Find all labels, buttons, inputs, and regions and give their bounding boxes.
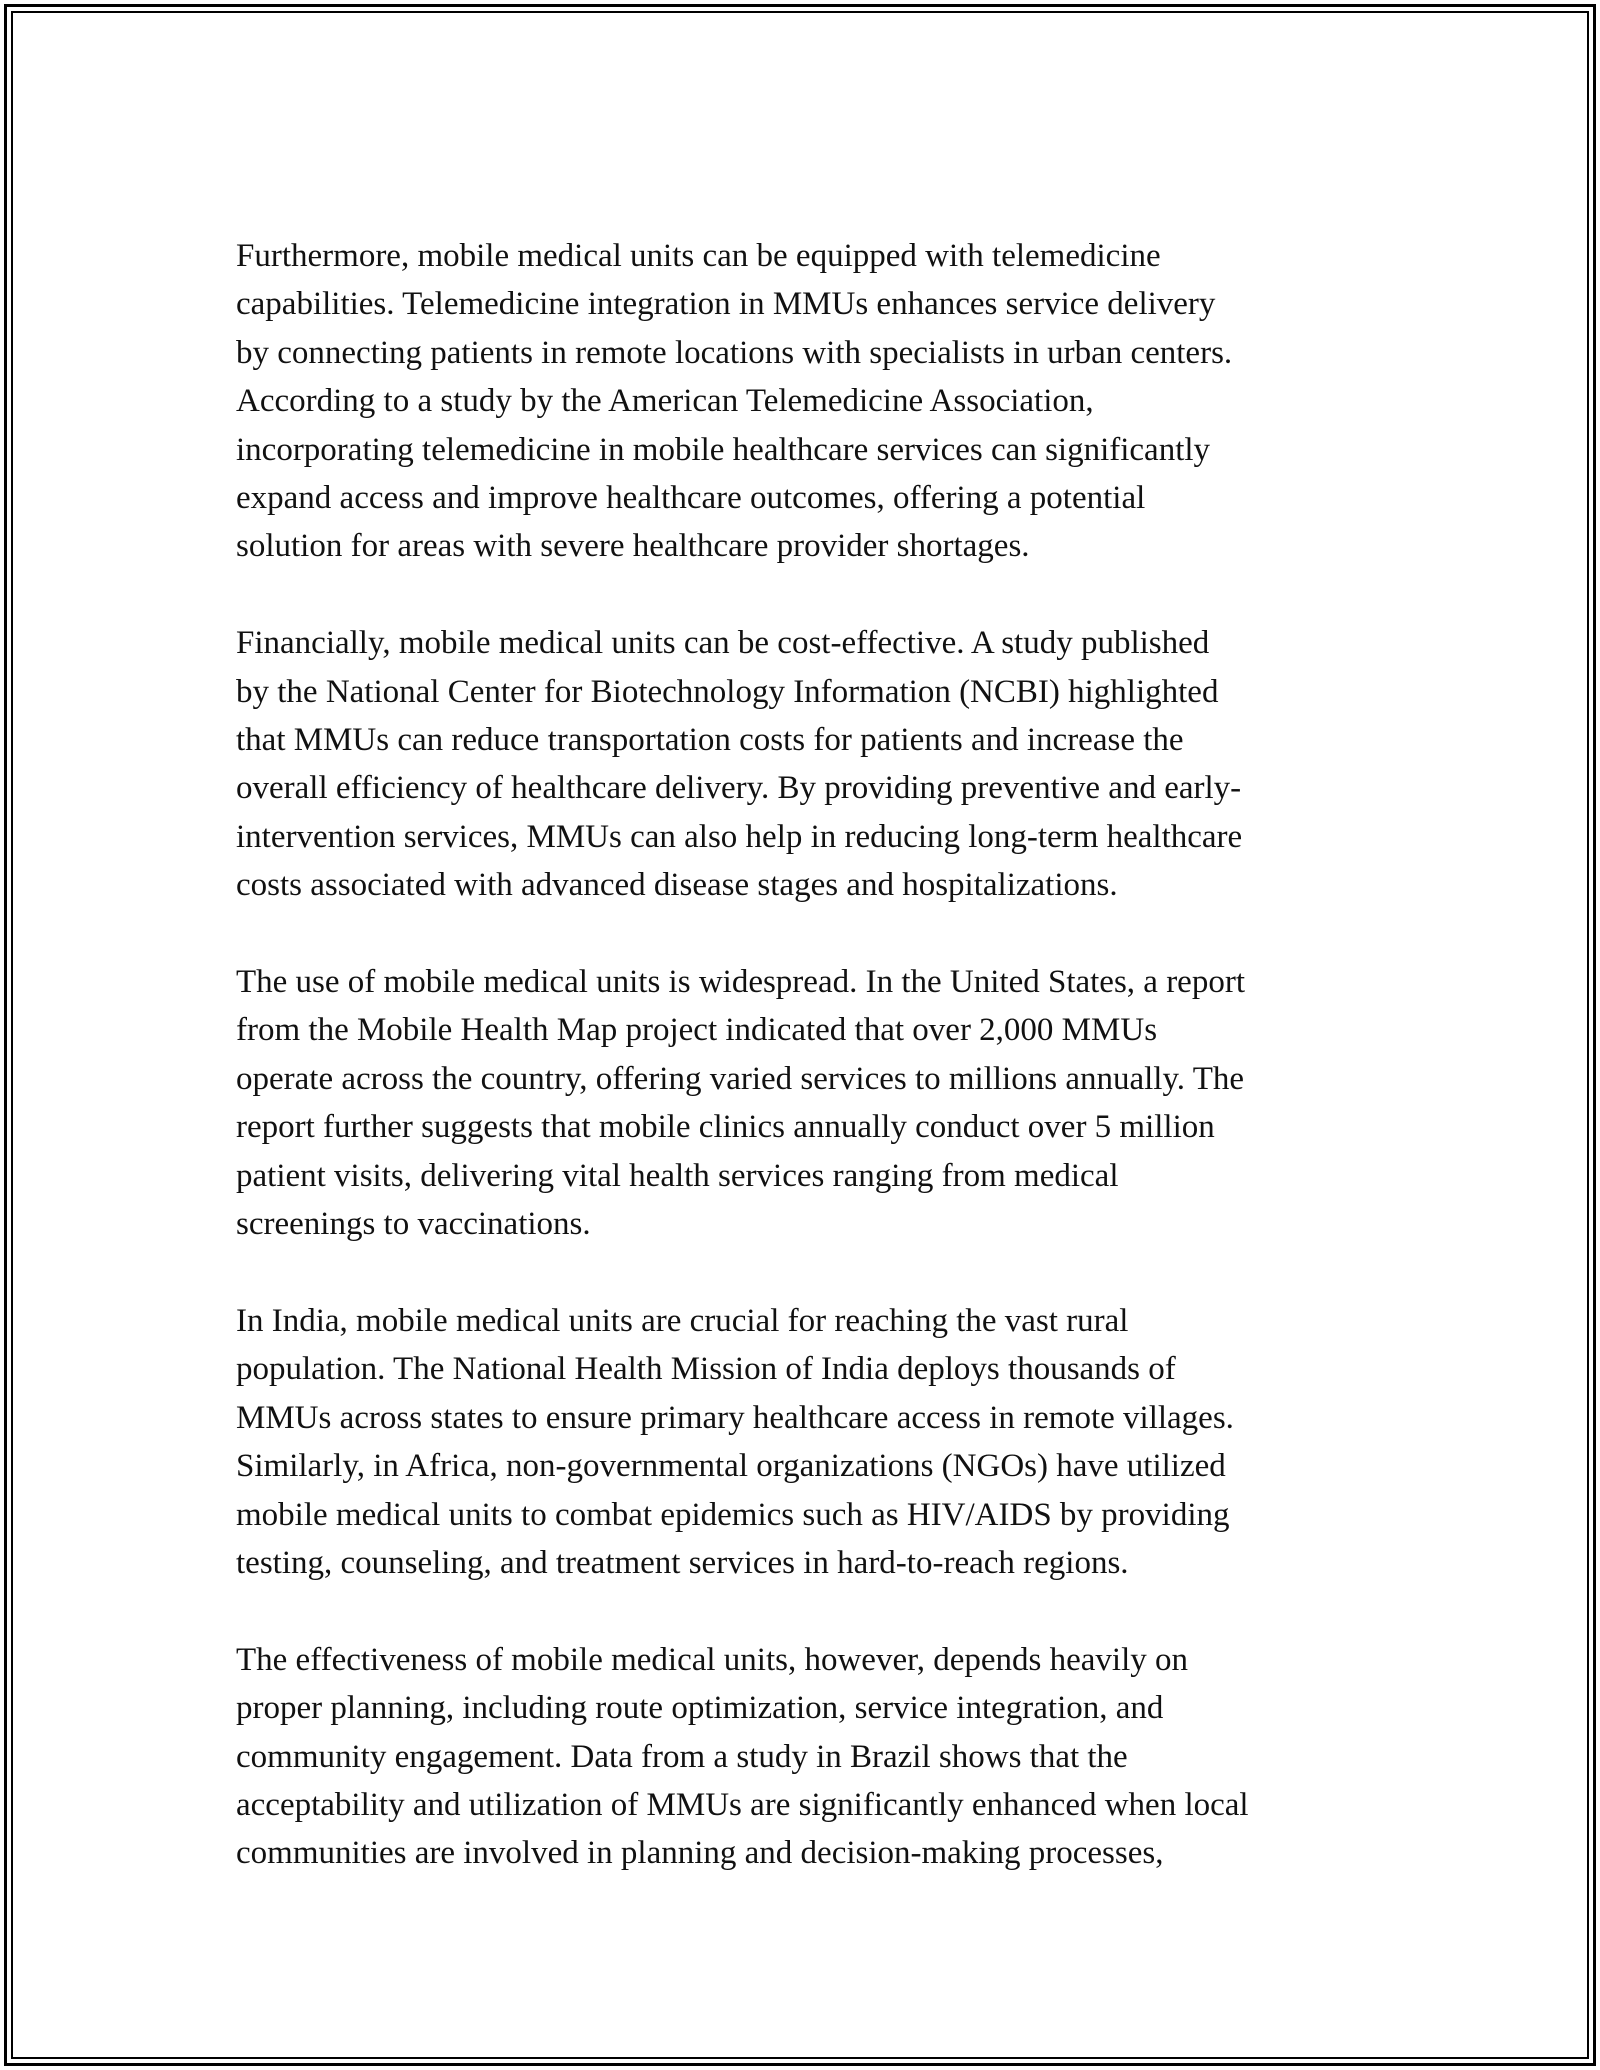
paragraph-united-states: The use of mobile medical units is widespread. In the United States, a report from the Mobile Health Map project indicated that over 2,000 MMUs operate across the country, offering varied services to millions annually. The report further suggests that mobile clinics annually conduct over 5 million patient visits, delivering vital health services ranging from medical screenings to vaccinations.	[236, 964, 1245, 1243]
paragraph-planning-effectiveness: The effectiveness of mobile medical units, however, depends heavily on proper planning, including route optimization, service integration, and community engagement. Data from a study in Brazil shows that the acceptability and utilization of MMUs are significantly enhanced when local communities are involved in planning and decision-making processes,	[236, 1641, 1249, 1872]
paragraph-telemedicine: Furthermore, mobile medical units can be equipped with telemedicine capabilities. Telemedicine integration in MMUs enhances service delivery by connecting patients in remote locations with specialists in urban centers. According to a study by the American Telemedicine Association, incorporating telemedicine in mobile healthcare services can significantly expand access and improve healthcare outcomes, offering a potential solution for areas with severe healthcare provider shortages.	[236, 238, 1233, 565]
document-body	[236, 232, 1376, 1926]
paragraph-india-africa: In India, mobile medical units are crucial for reaching the vast rural population. The National Health Mission of India deploys thousands of MMUs across states to ensure primary healthcare access in remote villages. Similarly, in Africa, non-governmental organizations (NGOs) have utilized mobile medical units to combat epidemics such as HIV/AIDS by providing testing, counseling, and treatment services in hard-to-reach regions.	[236, 1302, 1234, 1581]
paragraph-cost-effectiveness: Financially, mobile medical units can be cost-effective. A study published by the National Center for Biotechnology Information (NCBI) highlighted that MMUs can reduce transportation costs for patients and increase the overall efficiency of healthcare delivery. By providing preventive and early- intervention services, MMUs can also help in reducing long-term healthcare costs associated with advanced disease stages and hospitalizations.	[236, 625, 1243, 904]
